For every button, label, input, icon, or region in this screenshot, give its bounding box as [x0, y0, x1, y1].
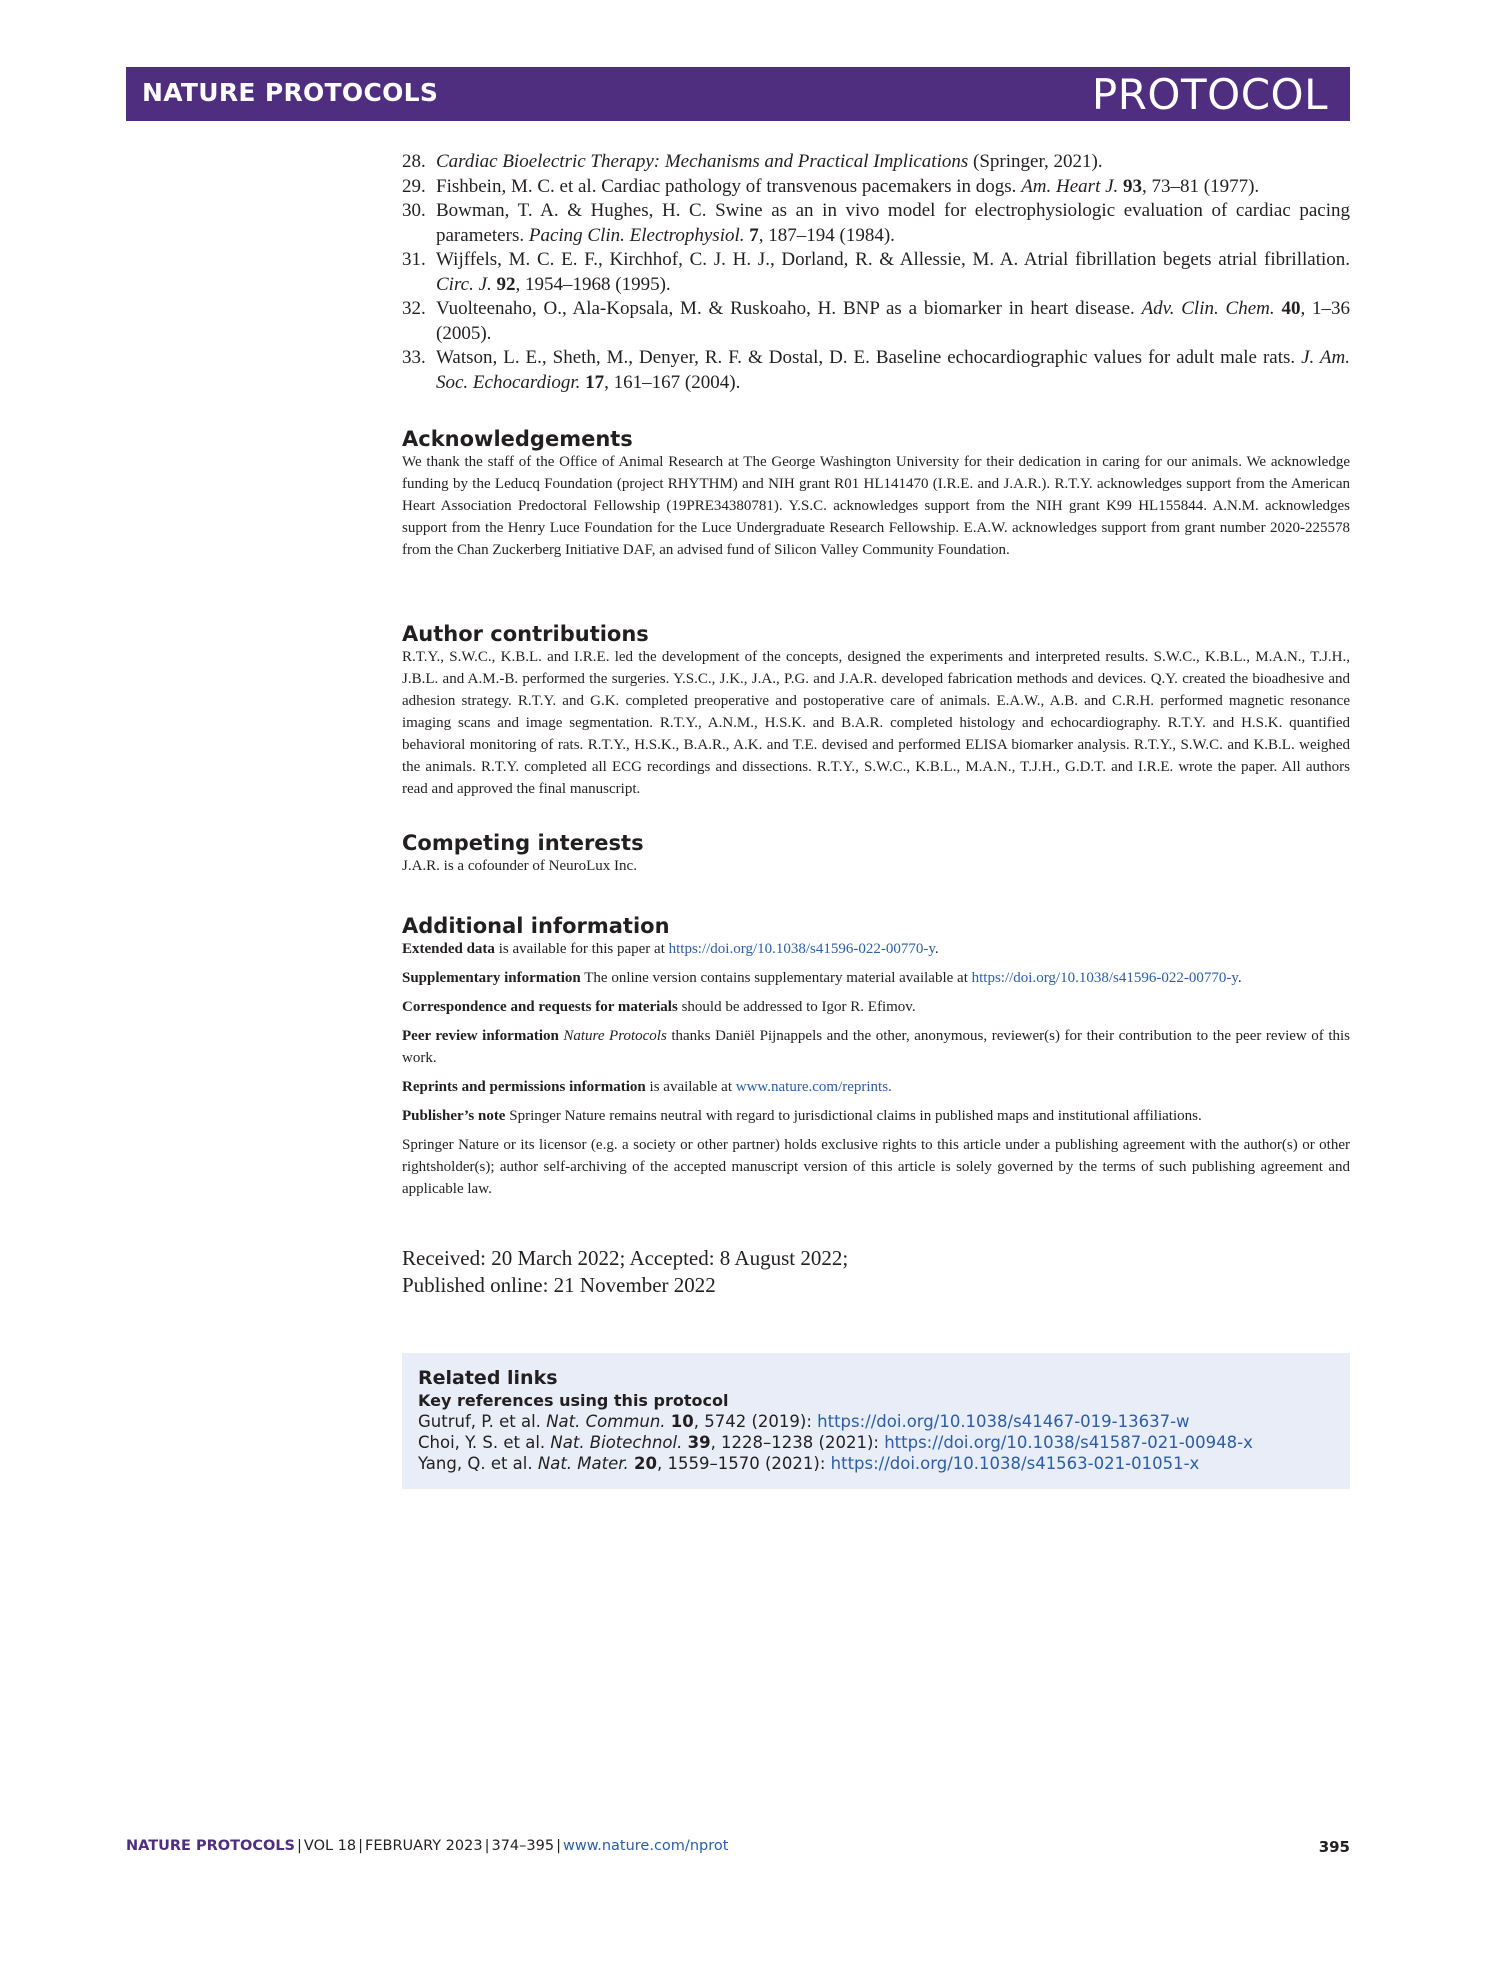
publisher-note-paragraph: [402, 1105, 1350, 1127]
publisher-note-label: Publisher’s note: [402, 1108, 506, 1124]
reference-text: Wijffels, M. C. E. F., Kirchhof, C. J. H. J., Dorland, R. & Allessie, M. A. Atrial fibrillation begets atrial fibrillation.: [436, 249, 1350, 270]
author-contributions-section: [402, 622, 1350, 800]
related-link-item: [418, 1453, 1338, 1474]
reference-title: Cardiac Bioelectric Therapy: Mechanisms and Practical Implications: [436, 151, 969, 172]
footer-separator: |: [297, 1838, 302, 1854]
reference-number: 30.: [402, 200, 426, 221]
footer-issue-date: FEBRUARY 2023: [365, 1838, 483, 1854]
additional-information-heading: Additional information: [402, 914, 670, 938]
reprints-link[interactable]: www.nature.com/reprints.: [735, 1079, 892, 1095]
reference-volume: 7: [749, 224, 759, 246]
peer-review-label: Peer review information: [402, 1028, 559, 1044]
related-link-volume: 39: [687, 1433, 711, 1452]
received-accepted-dates: Received: 20 March 2022; Accepted: 8 August 2022;: [402, 1246, 849, 1270]
related-links-box: [402, 1353, 1350, 1489]
footer-separator: |: [484, 1838, 490, 1854]
related-link-url[interactable]: https://doi.org/10.1038/s41467-019-13637-w: [817, 1412, 1190, 1431]
extended-data-paragraph: [402, 938, 1350, 960]
correspondence-paragraph: [402, 996, 1350, 1018]
related-links-title: Related links: [418, 1367, 558, 1389]
related-link-details: , 5742 (2019):: [693, 1412, 818, 1431]
page-footer: [126, 1838, 1350, 1858]
reference-volume: 93: [1123, 175, 1143, 197]
supplementary-info-end: .: [1237, 970, 1242, 986]
reference-item: [402, 175, 1350, 200]
reference-journal: Adv. Clin. Chem.: [1141, 298, 1275, 319]
related-link-authors: Choi, Y. S. et al.: [418, 1433, 551, 1452]
reference-volume: 92: [496, 273, 516, 295]
reference-text: (Springer, 2021).: [968, 151, 1103, 172]
competing-interests-body: J.A.R. is a cofounder of NeuroLux Inc.: [402, 858, 637, 874]
reference-volume: 40: [1281, 298, 1301, 319]
author-contributions-heading: Author contributions: [402, 622, 649, 646]
reference-journal: Pacing Clin. Electrophysiol.: [528, 224, 745, 246]
article-type-label: PROTOCOL: [1091, 70, 1328, 119]
related-link-volume: 10: [670, 1412, 694, 1431]
reprints-paragraph: [402, 1076, 1350, 1098]
reference-text: Fishbein, M. C. et al. Cardiac pathology of transvenous pacemakers in dogs.: [436, 175, 1022, 197]
reference-list: [402, 150, 1350, 395]
footer-volume: VOL 18: [303, 1838, 357, 1854]
related-link-details: , 1228–1238 (2021):: [710, 1433, 885, 1452]
extended-data-link[interactable]: https://doi.org/10.1038/s41596-022-00770-y: [668, 941, 935, 957]
acknowledgements-heading: Acknowledgements: [402, 427, 633, 451]
supplementary-info-paragraph: [402, 967, 1350, 989]
correspondence-text: should be addressed to Igor R. Efimov.: [677, 999, 916, 1015]
additional-information-section: [402, 914, 1350, 1207]
peer-review-paragraph: [402, 1025, 1350, 1069]
reference-text: , 161–167 (2004).: [604, 371, 741, 393]
rights-paragraph: Springer Nature or its licensor (e.g. a society or other partner) holds exclusive rights to this article under a publishing agreement with the author(s) or other rightsholder(s); author self-archiving of the accepted manuscript version of this article is solely governed by the terms of such publishing agreement and applicable law.: [402, 1137, 1350, 1197]
related-link-journal: Nat. Mater.: [537, 1454, 629, 1473]
related-link-item: [418, 1411, 1338, 1432]
reference-journal: Am. Heart J.: [1021, 175, 1119, 197]
reprints-label: Reprints and permissions information: [402, 1079, 646, 1095]
journal-name: NATURE PROTOCOLS: [142, 78, 439, 107]
related-link-url[interactable]: https://doi.org/10.1038/s41563-021-01051-x: [830, 1454, 1200, 1473]
peer-review-text: thanks Daniël Pijnappels and the other, anonymous, reviewer(s) for their contribution to the peer review of this work.: [402, 1028, 1350, 1066]
reference-volume: 17: [585, 371, 605, 393]
competing-interests-section: [402, 831, 1350, 877]
reference-item: [402, 150, 1350, 175]
acknowledgements-section: [402, 427, 1350, 561]
reference-text: , 73–81 (1977).: [1142, 175, 1260, 197]
supplementary-info-label: Supplementary information: [402, 970, 581, 986]
footer-separator: |: [556, 1838, 561, 1854]
related-link-item: [418, 1432, 1338, 1453]
reference-text: , 187–194 (1984).: [758, 224, 895, 246]
extended-data-end: .: [934, 941, 939, 957]
supplementary-info-link[interactable]: https://doi.org/10.1038/s41596-022-00770-y: [971, 970, 1238, 986]
footer-page-range: 374–395: [491, 1838, 555, 1854]
reference-number: 31.: [402, 249, 426, 270]
reference-item: [402, 199, 1350, 248]
related-link-journal: Nat. Commun.: [546, 1412, 666, 1431]
reference-text: Vuolteenaho, O., Ala-Kopsala, M. & Ruskoaho, H. BNP as a biomarker in heart disease.: [436, 298, 1142, 319]
reference-text: , 1–36 (2005).: [436, 298, 1350, 344]
reference-text: Bowman, T. A. & Hughes, H. C. Swine as an in vivo model for electrophysiologic evaluation of cardiac pacing parameters.: [436, 200, 1350, 246]
author-contributions-body: R.T.Y., S.W.C., K.B.L. and I.R.E. led the development of the concepts, designed the experiments and interpreted results. S.W.C., K.B.L., M.A.N., T.J.H., J.B.L. and A.M.-B. performed the surgeries. Y.S.C., J.K., J.A., P.G. and J.A.R. developed fabrication methods and devices. Q.Y. created the bioadhesive and adhesion strategy. R.T.Y. and G.K. completed preoperative and postoperative care of animals. E.A.W., A.B. and C.R.H. performed magnetic resonance imaging scans and image segmentation. R.T.Y., A.N.M., H.S.K. and B.A.R. completed histology and echocardiography. R.T.Y. and H.S.K. quantified behavioral monitoring of rats. R.T.Y., H.S.K., B.A.R., A.K. and T.E. devised and performed ELISA biomarker analysis. R.T.Y., S.W.C. and K.B.L. weighed the animals. R.T.Y. completed all ECG recordings and dissections. R.T.Y., S.W.C., K.B.L., M.A.N., T.J.H., G.D.T. and I.R.E. wrote the paper. All authors read and approved the final manuscript.: [402, 649, 1350, 797]
publication-dates: [402, 1245, 1350, 1299]
reference-number: 29.: [402, 175, 426, 197]
related-links-subtitle: Key references using this protocol: [418, 1391, 729, 1410]
related-link-url[interactable]: https://doi.org/10.1038/s41587-021-00948-x: [884, 1433, 1253, 1452]
reference-number: 28.: [402, 151, 426, 172]
acknowledgements-body: We thank the staff of the Office of Animal Research at The George Washington University for their dedication in caring for our animals. We acknowledge funding by the Leducq Foundation (project RHYTHM) and NIH grant R01 HL141470 (I.R.E. and J.A.R.). R.T.Y. acknowledges support from the American Heart Association Predoctoral Fellowship (19PRE34380781). Y.S.C. acknowledges support from the NIH grant K99 HL155844. A.N.M. acknowledges support from the Henry Luce Foundation for the Luce Undergraduate Research Fellowship. E.A.W. acknowledges support from grant number 2020-225578 from the Chan Zuckerberg Initiative DAF, an advised fund of Silicon Valley Community Foundation.: [402, 454, 1350, 558]
related-link-authors: Yang, Q. et al.: [418, 1454, 538, 1473]
reprints-text: is available at: [645, 1079, 736, 1095]
journal-header-bar: [126, 67, 1350, 121]
competing-interests-heading: Competing interests: [402, 831, 644, 855]
reference-text: Watson, L. E., Sheth, M., Denyer, R. F. & Dostal, D. E. Baseline echocardiographic values for adult male rats.: [436, 347, 1302, 368]
reference-item: [402, 297, 1350, 346]
extended-data-text: is available for this paper at: [494, 941, 669, 957]
extended-data-label: Extended data: [402, 941, 495, 957]
peer-review-journal: Nature Protocols: [563, 1028, 667, 1044]
related-link-authors: Gutruf, P. et al.: [418, 1412, 547, 1431]
footer-journal-url[interactable]: www.nature.com/nprot: [562, 1838, 729, 1854]
reference-number: 33.: [402, 347, 426, 368]
page-number: 395: [1318, 1838, 1350, 1856]
footer-separator: |: [358, 1838, 364, 1854]
footer-journal-name: NATURE PROTOCOLS: [126, 1838, 296, 1854]
reference-number: 32.: [402, 298, 426, 319]
correspondence-label: Correspondence and requests for materials: [402, 999, 678, 1015]
reference-journal: Circ. J.: [436, 273, 492, 295]
publisher-note-text: Springer Nature remains neutral with regard to jurisdictional claims in published maps and institutional affiliations.: [505, 1108, 1202, 1124]
reference-item: [402, 346, 1350, 395]
related-link-details: , 1559–1570 (2021):: [657, 1454, 831, 1473]
related-link-journal: Nat. Biotechnol.: [550, 1433, 683, 1452]
related-link-volume: 20: [634, 1454, 657, 1473]
reference-text: , 1954–1968 (1995).: [515, 273, 671, 295]
supplementary-info-text: The online version contains supplementary material available at: [580, 970, 972, 986]
reference-item: [402, 248, 1350, 297]
published-online-date: Published online: 21 November 2022: [402, 1273, 716, 1297]
reference-journal: J. Am. Soc. Echocardiogr.: [436, 347, 1350, 393]
